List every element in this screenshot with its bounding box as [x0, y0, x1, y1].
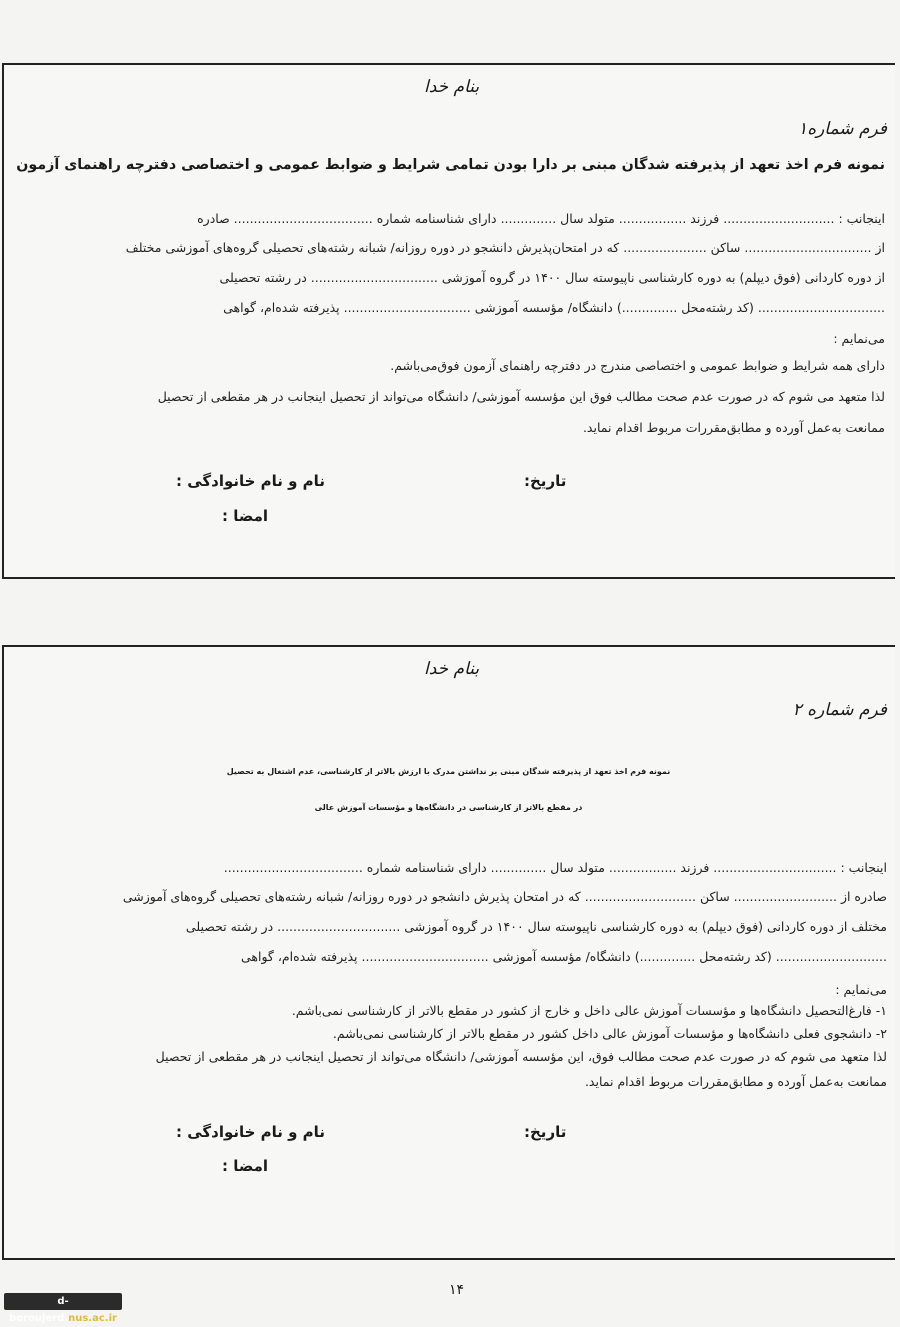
form-1-line: می‌نمایم :	[833, 331, 885, 346]
form-2-basmala: بنام خدا	[424, 659, 480, 679]
form-2-name-label: نام و نام خانوادگی :	[176, 1123, 325, 1141]
watermark-highlight: nus.ac.ir	[68, 1313, 117, 1324]
form-1-number: فرم شماره۱	[798, 119, 887, 139]
form-1-sign-label: امضا :	[222, 507, 269, 525]
form-2-line: لذا متعهد می شوم که در صورت عدم صحت مطالب فوق، این مؤسسه آموزشی/ دانشگاه می‌تواند از تحصیل اینجانب در هر مقطعی از تحصیل	[155, 1049, 887, 1064]
form-1-line: از ................................ ساکن ..................... که در امتحان‌پذیرش دانشجو در دوره روزانه/ شبانه رشته‌های تحصیلی گروه‌های آموزشی مختلف	[125, 240, 885, 255]
form-1-line: ممانعت به‌عمل آورده و مطابق‌مقررات مربوط اقدام نماید.	[582, 420, 885, 435]
form-2-date-label: تاریخ:	[524, 1123, 567, 1141]
watermark-prefix: d-boroujerd.	[9, 1296, 69, 1324]
form-2-line: ۲- دانشجوی فعلی دانشگاه‌ها و مؤسسات آموزش عالی داخل کشور در مقطع بالاتر از کارشناسی نمی‌باشم.	[332, 1026, 887, 1041]
form-1-name-label: نام و نام خانوادگی :	[176, 472, 325, 490]
form-1	[2, 63, 895, 579]
form-2-sign-label: امضا :	[222, 1157, 269, 1175]
form-2-line: اینجانب : ............................... فرزند ................. متولد سال .............. دارای شناسنامه شماره ...................................	[223, 860, 887, 875]
form-1-date-label: تاریخ:	[524, 472, 567, 490]
form-1-title: نمونه فرم اخذ تعهد از پذیرفته شدگان مبنی بر دارا بودن تمامی شرایط و ضوابط عمومی و اختصاصی دفترچه راهنمای آزمون	[16, 157, 885, 173]
form-2	[2, 645, 895, 1260]
form-1-line: لذا متعهد می شوم که در صورت عدم صحت مطالب فوق این مؤسسه آموزشی/ دانشگاه می‌تواند از تحصیل اینجانب در هر مقطعی از تحصیل	[157, 389, 885, 404]
page-number: ۱۴	[449, 1282, 465, 1298]
form-2-line: ۱- فارغ‌التحصیل دانشگاه‌ها و مؤسسات آموزش عالی داخل و خارج از کشور در مقطع بالاتر از کارشناسی نمی‌باشم.	[291, 1003, 887, 1018]
form-2-title-line-1: نمونه فرم اخذ تعهد از پذیرفته شدگان مبنی بر نداشتن مدرک با ارزش بالاتر از کارشناسی، عدم اشتغال به تحصیل	[226, 767, 671, 776]
form-1-line: از دوره کاردانی (فوق دیپلم) به دوره کارشناسی ناپیوسته سال ۱۴۰۰ در گروه آموزشی ................................ در رشته تحصیلی	[219, 270, 885, 285]
form-2-line: صادره از .......................... ساکن ............................ که در امتحان پذیرش دانشجو در دوره روزانه/ شبانه رشته‌های تحصیلی گروه‌های آموزشی	[122, 889, 887, 904]
site-watermark	[4, 1293, 122, 1324]
form-2-number: فرم شماره ۲	[792, 700, 887, 720]
form-2-title-line-2: در مقطع بالاتر از کارشناسی در دانشگاه‌ها و مؤسسات آموزش عالی	[314, 803, 583, 812]
form-1-line: اینجانب : ............................ فرزند ................. متولد سال .............. دارای شناسنامه شماره ................................... صادره	[197, 211, 885, 226]
form-1-line: ................................ (کد رشته‌محل ..............) دانشگاه/ مؤسسه آموزشی ................................ پذیرفته شده‌ام، گواهی	[223, 300, 885, 315]
form-2-line: ............................ (کد رشته‌محل ..............) دانشگاه/ مؤسسه آموزشی ................................ پذیرفته شده‌ام، گواهی	[240, 949, 887, 964]
form-2-line: مختلف از دوره کاردانی (فوق دیپلم) به دوره کارشناسی ناپیوسته سال ۱۴۰۰ در گروه آموزشی ............................... در رشته تحصیلی	[185, 919, 887, 934]
form-1-basmala: بنام خدا	[424, 77, 480, 97]
form-2-line: می‌نمایم :	[835, 982, 887, 997]
form-1-line: دارای همه شرایط و ضوابط عمومی و اختصاصی مندرج در دفترچه راهنمای آزمون فوق‌می‌باشم.	[390, 358, 885, 373]
form-2-line: ممانعت به‌عمل آورده و مطابق‌مقررات مربوط اقدام نماید.	[584, 1074, 887, 1089]
